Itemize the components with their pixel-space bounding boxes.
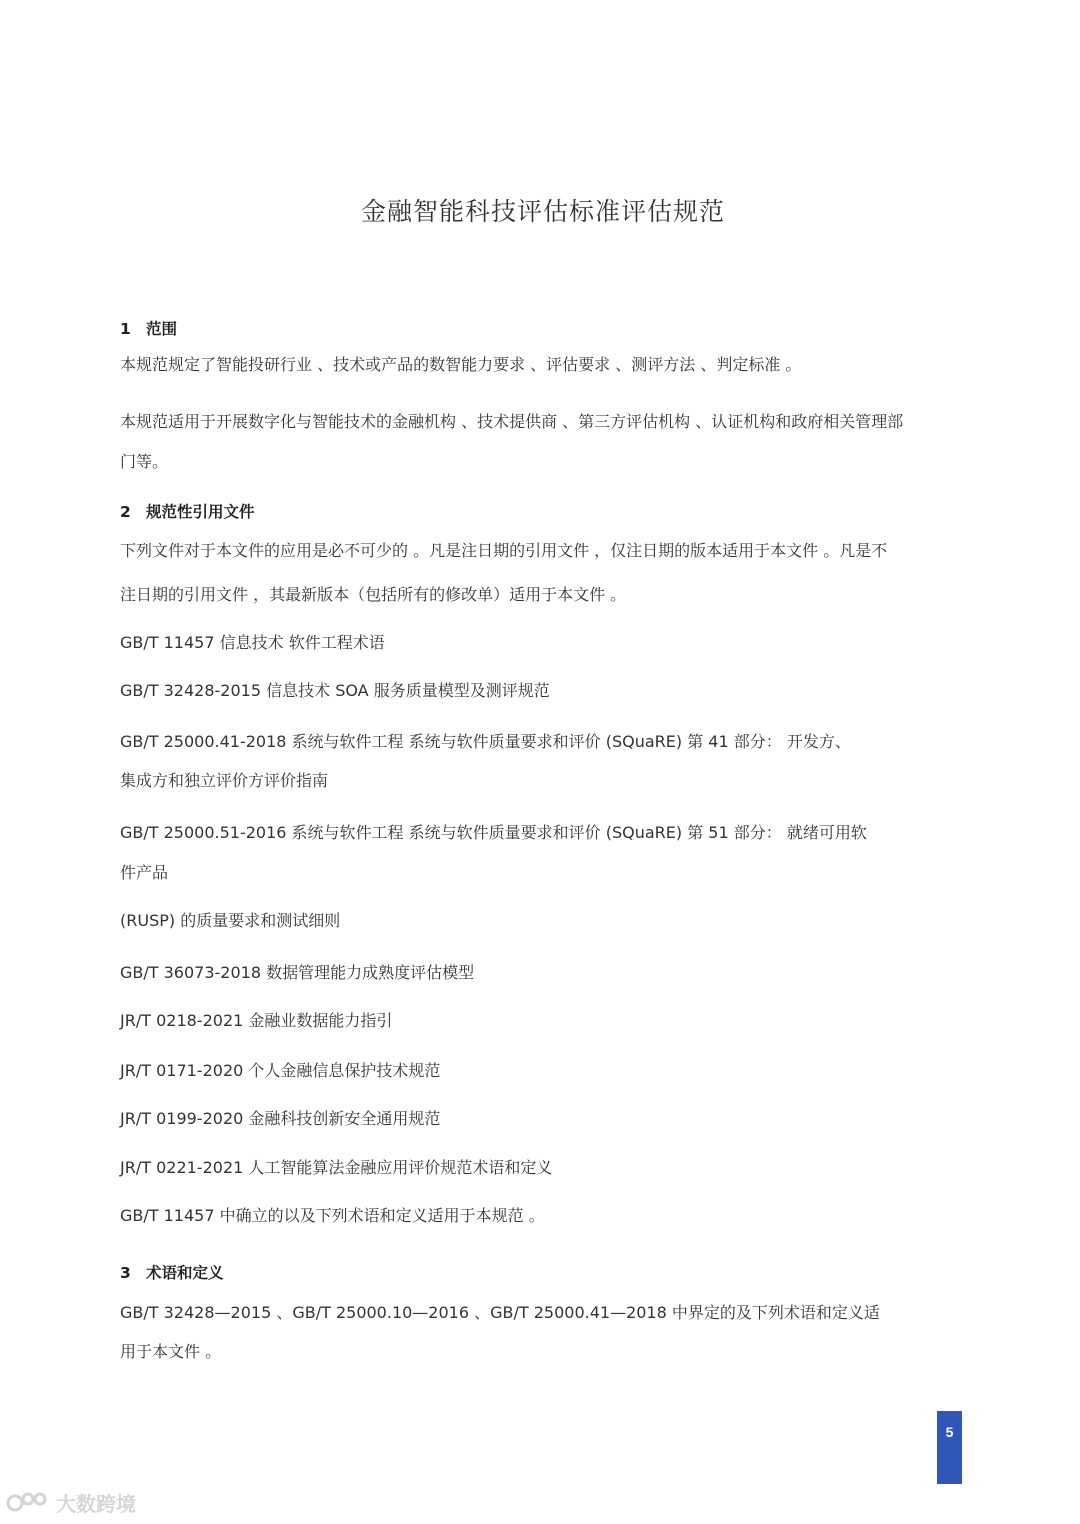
reference-item: GB/T 11457 信息技术 软件工程术语 [120,633,385,652]
watermark [6,1488,136,1517]
section-number: 3 [120,1264,131,1282]
watermark-logo-icon [6,1489,50,1517]
paragraph: GB/T 32428—2015 、GB/T 25000.10—2016 、GB/T 25000.41—2018 中界定的及下列术语和定义适 [120,1303,880,1322]
reference-item: GB/T 25000.41-2018 系统与软件工程 系统与软件质量要求和评价 (SQuaRE) 第 41 部分： 开发方、 [120,732,851,751]
paragraph: 本规范适用于开展数字化与智能技术的金融机构 、技术提供商 、第三方评估机构 、认证机构和政府相关管理部 [120,412,904,431]
section-heading-1 [120,318,970,340]
section-heading-2 [120,501,970,523]
document-title: 金融智能科技评估标准评估规范 [360,197,725,226]
paragraph: 本规范规定了智能投研行业 、技术或产品的数智能力要求 、评估要求 、测评方法 、判定标准 。 [120,355,802,374]
paragraph-continuation: 用于本文件 。 [120,1342,222,1361]
paragraph-continuation: 门等。 [120,452,169,471]
reference-item: GB/T 32428-2015 信息技术 SOA 服务质量模型及测评规范 [120,681,550,700]
watermark-text: 大数跨境 [56,1492,136,1516]
section-heading-3 [120,1262,970,1284]
reference-item: JR/T 0199-2020 金融科技创新安全通用规范 [120,1109,441,1128]
paragraph-continuation: 注日期的引用文件 ，其最新版本（包括所有的修改单）适用于本文件 。 [120,585,627,604]
reference-item-continuation: 件产品 [120,863,169,882]
section-title: 术语和定义 [146,1264,224,1282]
reference-item: GB/T 25000.51-2016 系统与软件工程 系统与软件质量要求和评价 (SQuaRE) 第 51 部分： 就绪可用软 [120,823,867,842]
page-number-badge: 5 [937,1411,962,1484]
section-title: 范围 [146,320,178,338]
reference-item: JR/T 0171-2020 个人金融信息保护技术规范 [120,1061,441,1080]
reference-item-continuation: 集成方和独立评价方评价指南 [120,771,329,790]
section-number: 2 [120,503,131,521]
reference-item: JR/T 0218-2021 金融业数据能力指引 [120,1011,393,1030]
reference-item: JR/T 0221-2021 人工智能算法金融应用评价规范术语和定义 [120,1158,553,1177]
paragraph: 下列文件对于本文件的应用是必不可少的 。凡是注日期的引用文件 ，仅注日期的版本适用于本文件 。凡是不 [120,541,888,560]
reference-item-continuation: (RUSP) 的质量要求和测试细则 [120,911,341,930]
reference-item: GB/T 36073-2018 数据管理能力成熟度评估模型 [120,963,475,982]
reference-item: GB/T 11457 中确立的以及下列术语和定义适用于本规范 。 [120,1206,545,1225]
section-number: 1 [120,320,131,338]
section-title: 规范性引用文件 [146,503,255,521]
